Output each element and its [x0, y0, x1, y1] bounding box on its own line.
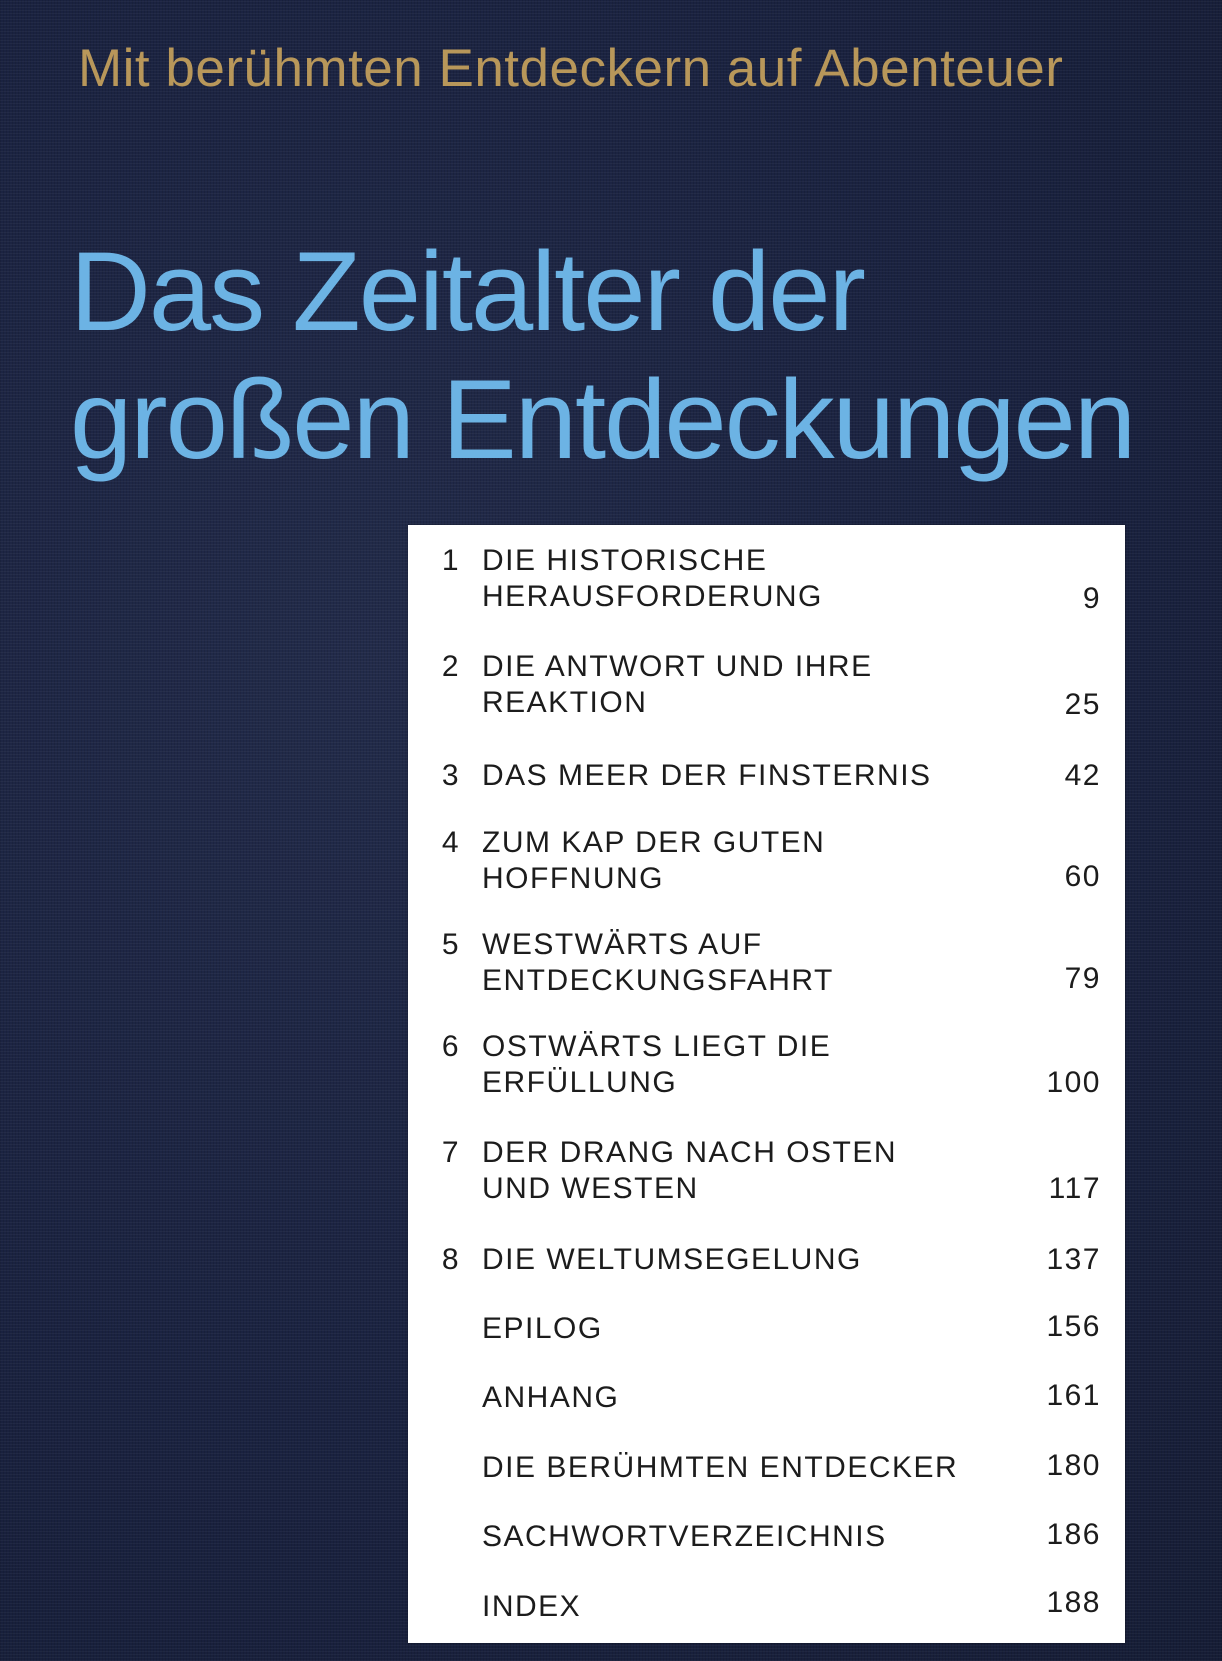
toc-page-number: 117: [1048, 1172, 1101, 1205]
toc-chapter-title: [482, 1519, 982, 1555]
book-title-line-1: Das Zeitalter der: [70, 229, 864, 354]
toc-page-number: 25: [1064, 688, 1101, 721]
toc-page-number: 161: [1046, 1379, 1101, 1412]
toc-page-number: 9: [1082, 582, 1101, 615]
toc-title-line-2: ERFÜLLUNG: [482, 1066, 678, 1099]
toc-chapter-title: [482, 1242, 982, 1278]
toc-page-number: 60: [1064, 860, 1101, 893]
toc-title-line-1: WESTWÄRTS AUF: [482, 928, 763, 961]
toc-page-number: 137: [1046, 1243, 1101, 1276]
toc-title-line-1: DIE WELTUMSEGELUNG: [482, 1243, 862, 1276]
series-title: Mit berühmten Entdeckern auf Abenteuer: [78, 39, 1064, 98]
toc-chapter-title: [482, 543, 982, 615]
toc-page-number: 42: [1064, 759, 1101, 792]
book-title: [70, 228, 1190, 484]
toc-chapter-title: [482, 649, 982, 721]
toc-title-line-1: ZUM KAP DER GUTEN: [482, 826, 826, 859]
toc-chapter-number: 8: [441, 1243, 460, 1276]
toc-chapter-title: [482, 1380, 982, 1416]
toc-title-line-2: HOFFNUNG: [482, 862, 664, 895]
toc-page-number: 180: [1046, 1449, 1101, 1482]
toc-title-line-1: SACHWORTVERZEICHNIS: [482, 1520, 887, 1553]
toc-title-line-1: DIE ANTWORT UND IHRE: [482, 650, 873, 683]
toc-chapter-number: 3: [441, 759, 460, 792]
toc-chapter-title: [482, 1450, 982, 1486]
toc-title-line-1: DIE BERÜHMTEN ENTDECKER: [482, 1451, 959, 1484]
toc-title-line-1: ANHANG: [482, 1381, 620, 1414]
book-title-line-2: großen Entdeckungen: [70, 357, 1135, 482]
toc-title-line-2: UND WESTEN: [482, 1172, 699, 1205]
toc-chapter-title: [482, 1589, 982, 1625]
toc-page-number: 186: [1046, 1518, 1101, 1551]
toc-chapter-number: 2: [441, 650, 460, 683]
toc-chapter-number: 7: [441, 1136, 460, 1169]
toc-chapter-number: 4: [441, 826, 460, 859]
toc-chapter-title: [482, 1029, 982, 1101]
toc-title-line-1: DAS MEER DER FINSTERNIS: [482, 759, 932, 792]
toc-title-line-1: DER DRANG NACH OSTEN: [482, 1136, 898, 1169]
toc-chapter-title: [482, 1311, 982, 1347]
toc-chapter-number: 6: [441, 1030, 460, 1063]
toc-page-number: 79: [1064, 962, 1101, 995]
toc-chapter-number: 1: [441, 544, 460, 577]
toc-title-line-1: OSTWÄRTS LIEGT DIE: [482, 1030, 832, 1063]
toc-title-line-1: EPILOG: [482, 1312, 603, 1345]
toc-page-number: 100: [1046, 1066, 1101, 1099]
toc-page-number: 188: [1046, 1586, 1101, 1619]
toc-title-line-2: ENTDECKUNGSFAHRT: [482, 964, 834, 997]
toc-chapter-number: 5: [441, 928, 460, 961]
toc-chapter-title: [482, 825, 982, 897]
toc-page-number: 156: [1046, 1310, 1101, 1343]
toc-chapter-title: [482, 758, 982, 794]
toc-title-line-1: DIE HISTORISCHE: [482, 544, 768, 577]
toc-chapter-title: [482, 927, 982, 999]
toc-title-line-2: REAKTION: [482, 686, 648, 719]
toc-title-line-2: HERAUSFORDERUNG: [482, 580, 823, 613]
toc-title-line-1: INDEX: [482, 1590, 582, 1623]
table-of-contents: [408, 525, 1125, 1643]
toc-chapter-title: [482, 1135, 982, 1207]
